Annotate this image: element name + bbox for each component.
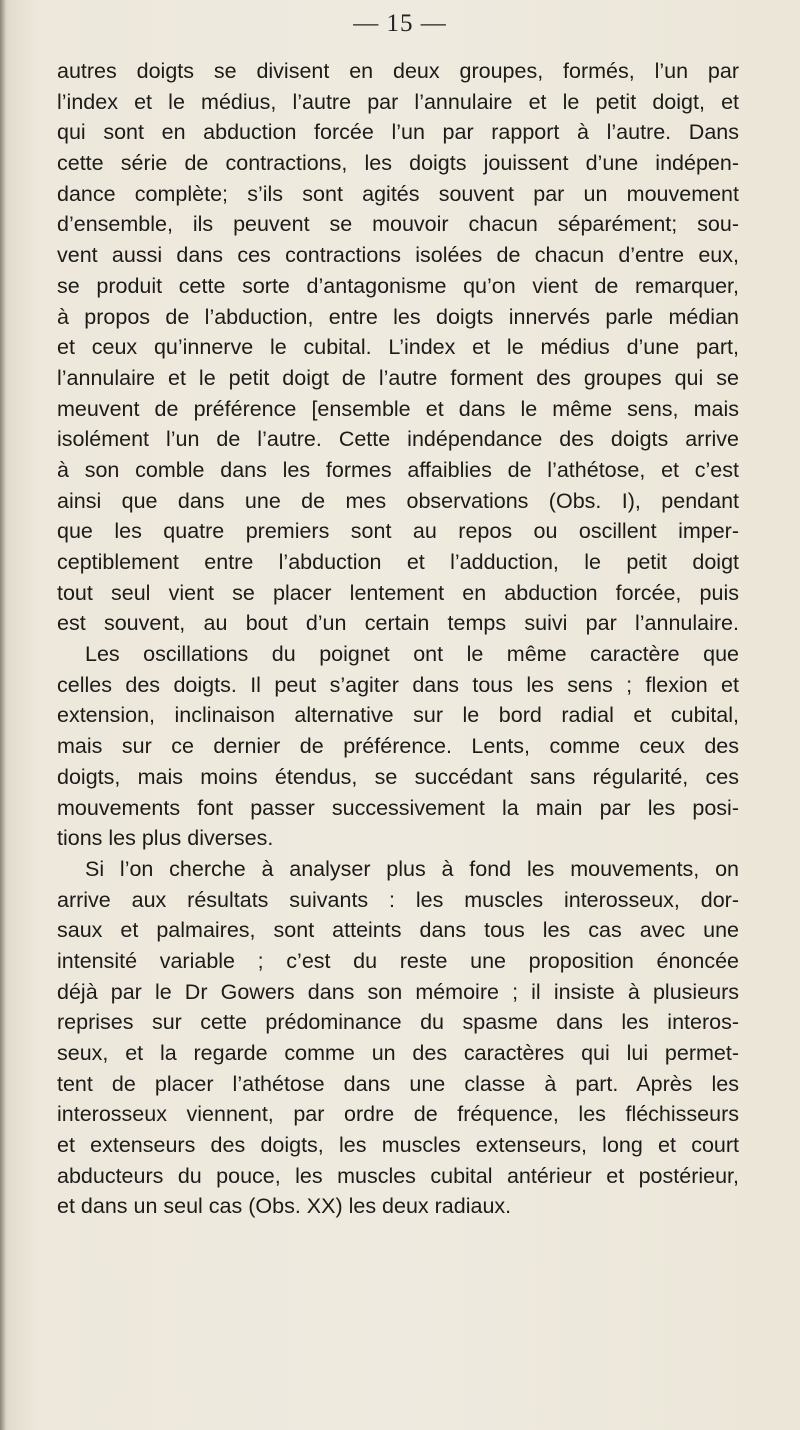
text-line: vent aussi dans ces contractions isolées de chacun d’entre eux, bbox=[57, 243, 739, 268]
text-line: déjà par le Dr Gowers dans son mémoire ; il insiste à plusieurs bbox=[57, 979, 739, 1004]
text-line: extension, inclinaison alternative sur le bord radial et cubital, bbox=[57, 703, 739, 728]
text-line: meuvent de préférence [ensemble et dans le même sens, mais bbox=[57, 396, 739, 421]
text-line: est souvent, au bout d’un certain temps suivi par l’annulaire. bbox=[57, 611, 739, 636]
text-line: que les quatre premiers sont au repos ou oscillent imper- bbox=[57, 519, 739, 544]
body-text bbox=[57, 56, 739, 1222]
text-line: et ceux qu’innerve le cubital. L’index et le médius d’une part, bbox=[57, 335, 739, 360]
text-line: l’index et le médius, l’autre par l’annulaire et le petit doigt, et bbox=[57, 89, 739, 114]
text-line: dance complète; s’ils sont agités souvent par un mouvement bbox=[57, 181, 739, 206]
text-line: abducteurs du pouce, les muscles cubital antérieur et postérieur, bbox=[57, 1163, 739, 1188]
text-line: et dans un seul cas (Obs. XX) les deux radiaux. bbox=[57, 1194, 512, 1219]
text-line: Les oscillations du poignet ont le même caractère que bbox=[85, 642, 739, 667]
binding-edge bbox=[0, 0, 6, 1430]
text-line: interosseux viennent, par ordre de fréquence, les fléchisseurs bbox=[57, 1102, 739, 1127]
text-line: et extenseurs des doigts, les muscles extenseurs, long et court bbox=[57, 1133, 739, 1158]
text-line: autres doigts se divisent en deux groupes, formés, l’un par bbox=[57, 59, 739, 83]
text-line: ainsi que dans une de mes observations (Obs. I), pendant bbox=[57, 488, 739, 513]
text-line: mouvements font passer successivement la main par les posi- bbox=[57, 795, 739, 820]
text-line: arrive aux résultats suivants : les muscles interosseux, dor- bbox=[57, 887, 739, 912]
text-line: tions les plus diverses. bbox=[57, 826, 274, 851]
text-line: à son comble dans les formes affaiblies de l’athétose, et c’est bbox=[57, 457, 739, 482]
text-line: reprises sur cette prédominance du spasme dans les interos- bbox=[57, 1010, 739, 1035]
text-line: qui sont en abduction forcée l’un par rapport à l’autre. Dans bbox=[57, 120, 739, 145]
text-line: intensité variable ; c’est du reste une proposition énoncée bbox=[57, 948, 739, 973]
text-line: Si l’on cherche à analyser plus à fond les mouvements, on bbox=[85, 856, 739, 881]
text-line: saux et palmaires, sont atteints dans tous les cas avec une bbox=[57, 918, 739, 943]
page-number: — 15 — bbox=[353, 10, 447, 37]
text-line: celles des doigts. Il peut s’agiter dans tous les sens ; flexion et bbox=[57, 672, 739, 697]
text-line: ceptiblement entre l’abduction et l’adduction, le petit doigt bbox=[57, 550, 739, 574]
text-line: se produit cette sorte d’antagonisme qu’on vient de remarquer, bbox=[57, 273, 739, 298]
text-line: cette série de contractions, les doigts jouissent d’une indépen- bbox=[57, 151, 739, 176]
text-line: tout seul vient se placer lentement en abduction forcée, puis bbox=[57, 580, 739, 605]
text-line: doigts, mais moins étendus, se succédant sans régularité, ces bbox=[57, 764, 739, 789]
text-line: à propos de l’abduction, entre les doigts innervés parle médian bbox=[57, 304, 739, 329]
text-line: mais sur ce dernier de préférence. Lents, comme ceux des bbox=[57, 734, 739, 759]
text-line: l’annulaire et le petit doigt de l’autre forment des groupes qui se bbox=[57, 365, 739, 390]
text-line: d’ensemble, ils peuvent se mouvoir chacun séparément; sou- bbox=[57, 212, 739, 237]
text-line: seux, et la regarde comme un des caractères qui lui permet- bbox=[57, 1041, 739, 1065]
text-line: isolément l’un de l’autre. Cette indépendance des doigts arrive bbox=[57, 427, 739, 452]
text-line: tent de placer l’athétose dans une classe à part. Après les bbox=[57, 1071, 739, 1096]
